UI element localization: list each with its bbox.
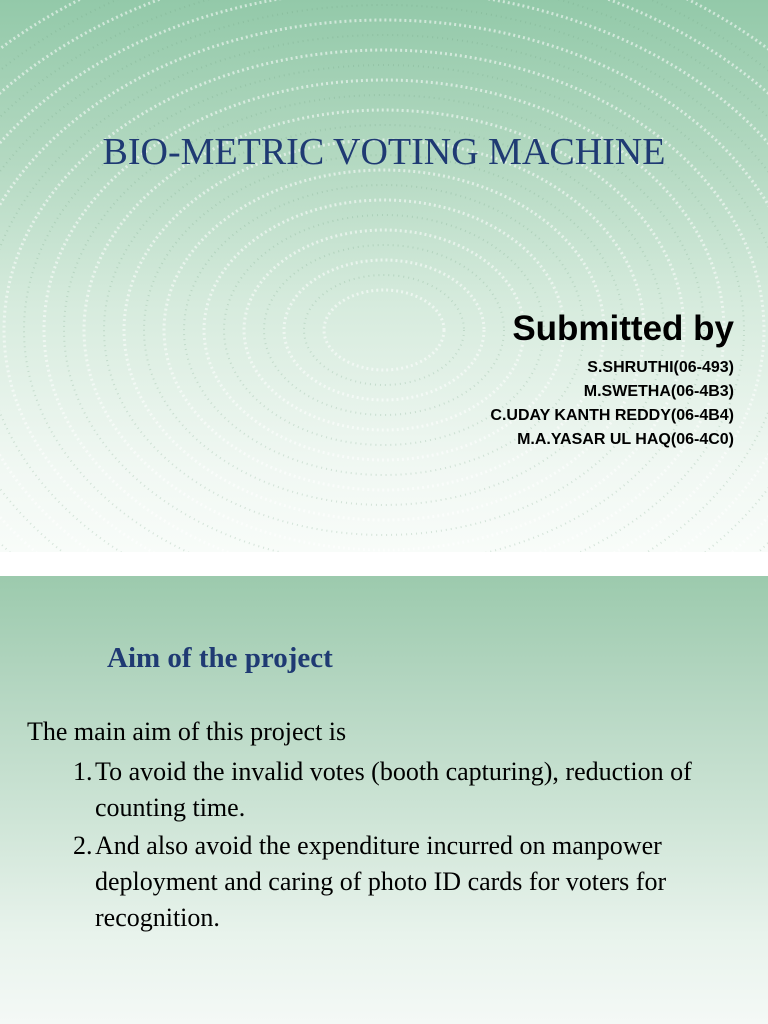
slide-separator xyxy=(0,552,768,576)
aim-heading: Aim of the project xyxy=(107,642,333,674)
point-number: 2. xyxy=(73,831,93,860)
point-text: And also avoid the expenditure incurred on manpower deployment and caring of photo ID cards for voters for recognition. xyxy=(95,831,667,932)
aim-body xyxy=(27,714,747,938)
point-text: To avoid the invalid votes (booth capturing), reduction of counting time. xyxy=(95,757,692,822)
aim-point xyxy=(27,754,747,826)
point-number: 1. xyxy=(73,757,93,786)
member-name: S.SHRUTHI(06-493) xyxy=(587,359,734,376)
member-name: M.SWETHA(06-4B3) xyxy=(583,383,734,400)
submitted-by-heading: Submitted by xyxy=(512,309,734,348)
submitted-by-block xyxy=(490,306,734,452)
aim-slide xyxy=(0,576,768,1024)
slide-title: BIO-METRIC VOTING MACHINE xyxy=(102,131,666,173)
aim-intro: The main aim of this project is xyxy=(27,717,347,746)
aim-point xyxy=(27,828,747,936)
member-name: C.UDAY KANTH REDDY(06-4B4) xyxy=(490,407,734,424)
member-name: M.A.YASAR UL HAQ(06-4C0) xyxy=(517,431,734,448)
